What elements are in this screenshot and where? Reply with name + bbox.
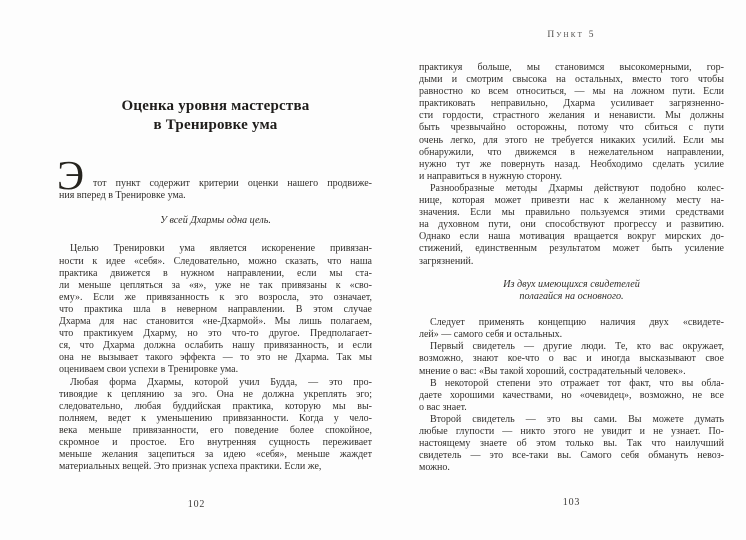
text-line: о вас знает. xyxy=(419,401,467,413)
text-line: меньше желания зацепиться за идею «себя», меньше жаждет xyxy=(59,449,372,461)
text-line: что практикуем Дхарму, но это что-то другое. Предполагает- xyxy=(59,328,372,340)
verse-quote xyxy=(419,279,724,304)
body-paragraphs xyxy=(419,62,724,268)
text-line: она не вызывает такого эффекта — то это не Дхарма. Так мы xyxy=(59,352,372,364)
page-number: 102 xyxy=(187,499,206,510)
text-line: даете хорошими качествами, но «очевидец», возможно, не все xyxy=(419,389,724,401)
text-line: можно. xyxy=(419,462,450,474)
text-line: лей» — самого себя и остальных. xyxy=(419,329,563,341)
body-paragraphs xyxy=(59,243,372,473)
text-line: возможно, знают кое-что о вас и иногда высказывают свое xyxy=(419,353,724,365)
raised-initial: Э xyxy=(57,152,85,198)
page-right xyxy=(419,0,724,540)
text-line: мнение о вас: «Вы такой хороший, сострадательный человек». xyxy=(419,365,686,377)
text-line: дыми и смотрим свысока на остальных, вместо того чтобы xyxy=(419,74,724,86)
text-line: Целью Тренировки ума является искоренение привязан- xyxy=(70,243,372,255)
page-left xyxy=(59,0,372,540)
text-line: скромное и простое. Его внутренняя сущность переживает xyxy=(59,436,372,448)
opening-paragraph xyxy=(57,152,372,202)
text-line: любые глупости — никто этого не увидит и не узнает. По- xyxy=(419,426,724,438)
text-line: полняем, ведет к уменьшению привязанности. Когда у чело- xyxy=(59,412,372,424)
text-line: ему». Если же привязанность к эго возросла, это означает, xyxy=(59,291,372,303)
text-line: ния вперед в Тренировке ума. xyxy=(59,190,186,202)
paragraph xyxy=(59,377,372,474)
text-line: быть чрезвычайно осторожны, потому что сбиться с пути xyxy=(419,122,724,134)
text-line: Второй свидетель — это вы сами. Вы можете думать xyxy=(430,413,724,425)
text-line: века меньше привязанности, его поведение более спокойное, xyxy=(59,424,372,436)
text-line: материальных вещей. Это признак успеха практики. Если же, xyxy=(59,461,322,473)
text-line: значения. Если мы правильно пользуемся этими средствами xyxy=(419,207,724,219)
text-line: Разнообразные методы Дхармы действуют подобно колес- xyxy=(430,182,724,194)
text-line: стижений, единственным результатом может быть усиление xyxy=(419,243,724,255)
text-line: ности к идее «себя». Следовательно, можно сказать, что наша xyxy=(59,255,372,267)
text-line: Дхарма для нас становится «не-Дхармой». Мы лишь полагаем, xyxy=(59,316,372,328)
paragraph xyxy=(419,183,724,268)
text-line: обнаружили, что движемся в нежелательном направлении, xyxy=(419,146,724,158)
text-line: практика движется в нужном направлении, если мы ста- xyxy=(59,267,372,279)
running-header: Пункт 5 xyxy=(547,30,596,40)
text-line: тивоядие к цеплянию за эго. Она не должна укреплять эго; xyxy=(59,388,372,400)
text-line: В некоторой степени это отражает тот факт, что вы обла- xyxy=(430,377,724,389)
text-line: равностно ко всем относиться, — мы на ложном пути. Если xyxy=(419,86,724,98)
paragraph xyxy=(419,414,724,474)
paragraph xyxy=(419,378,724,414)
text-line: и направиться в нужную сторону. xyxy=(419,170,563,182)
text-line: сти гордости, страстного желания и ненависти. Мы должны xyxy=(419,110,724,122)
text-line: практикуя больше, мы становимся высокомерными, гор- xyxy=(419,62,724,73)
verse-line: У всей Дхармы одна цель. xyxy=(160,215,271,227)
chapter-title-line: в Тренировке ума xyxy=(153,117,278,133)
text-line: загрязнений. xyxy=(419,255,474,267)
text-line: Первый свидетель — другие люди. Те, кто вас окружает, xyxy=(430,341,724,353)
text-line-content: тот пункт содержит критерии оценки нашего продвиже- xyxy=(93,178,372,189)
verse-line: Из двух имеющихся свидетелей xyxy=(503,278,640,290)
paragraph xyxy=(419,62,724,183)
verse-line: полагайся на основного. xyxy=(519,290,624,302)
chapter-title xyxy=(59,97,372,135)
text-line: Однако если наша мотивация вращается вокруг мирских до- xyxy=(419,231,724,243)
text-line: что практика шла в неверном направлении. В этом случае xyxy=(59,303,372,315)
chapter-title-line: Оценка уровня мастерства xyxy=(121,98,310,114)
text-line: свидетель — это все-таки вы. Самого себя обмануть невоз- xyxy=(419,450,724,462)
text-line: на духовном пути, они способствуют прогрессу и развитию. xyxy=(419,219,724,231)
text-line: очень легко, для этого не требуется никаких усилий. Если мы xyxy=(419,134,724,146)
text-line: нужно тут же повернуть назад. Необходимо сделать усилие xyxy=(419,158,724,170)
text-line: настоящему знаете об этом только вы. Так что наилучший xyxy=(419,438,724,450)
paragraph xyxy=(419,341,724,377)
body-paragraphs xyxy=(419,317,724,474)
text-line: Любая форма Дхармы, которой учил Будда, — это про- xyxy=(70,376,372,388)
text-line: ли меньше цепляться за «я», уже не так привязаны к «сво- xyxy=(59,279,372,291)
text-line: следовательно, любая буддийская практика, которую мы вы- xyxy=(59,400,372,412)
text-line: нице, которая может привезти нас к желанному месту на- xyxy=(419,195,724,207)
verse-quote xyxy=(59,215,372,227)
text-line: практиковать неправильно, Дхарма усиливает загрязненно- xyxy=(419,98,724,110)
text-line: ся, что Дхарма должна ослабить нашу привязанность, и если xyxy=(59,340,372,352)
text-line: Следует применять концепцию наличия двух «свидете- xyxy=(430,317,724,329)
page-number: 103 xyxy=(562,497,581,508)
text-line: оцениваем свои успехи в Тренировке ума. xyxy=(59,364,239,376)
paragraph xyxy=(419,317,724,341)
paragraph xyxy=(59,243,372,376)
